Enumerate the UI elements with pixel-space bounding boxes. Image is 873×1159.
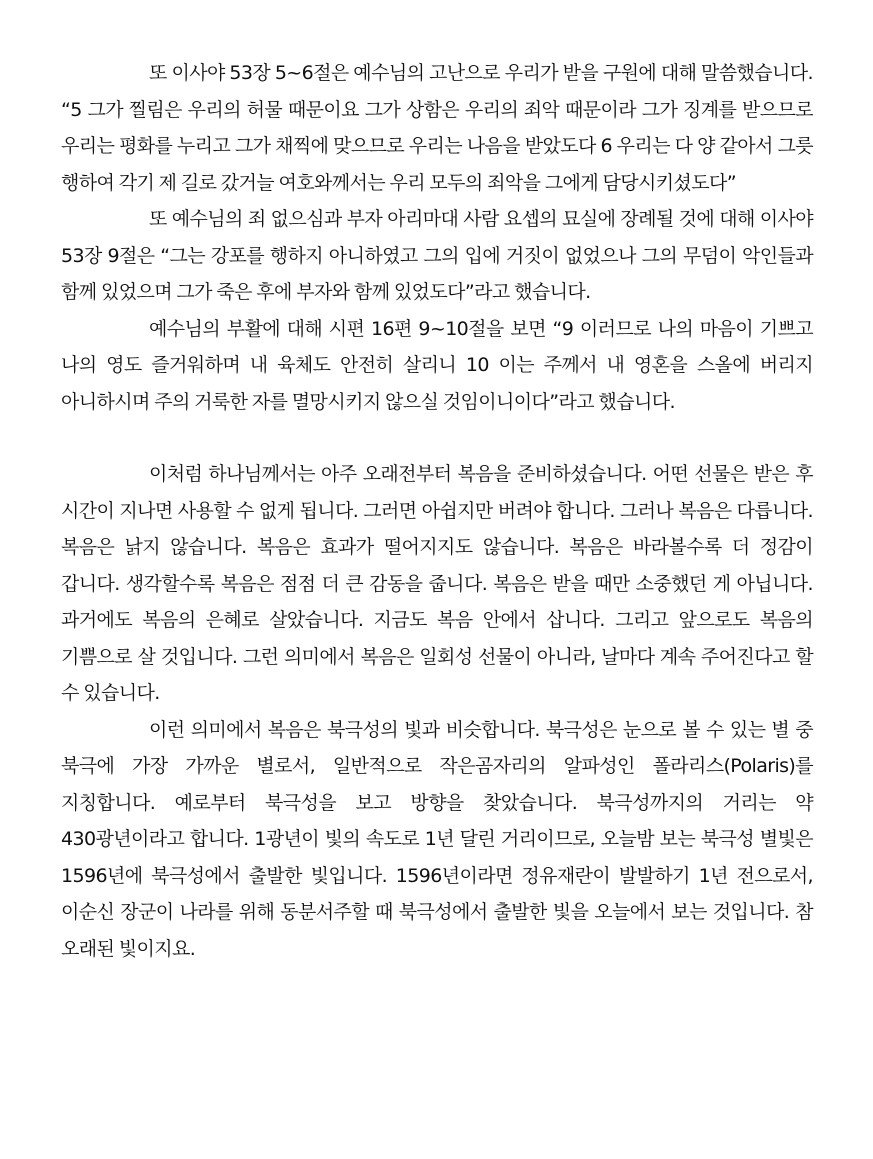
document-body: [61, 55, 813, 967]
paragraph-psalm-16: 예수님의 부활에 대해 시편 16편 9~10절을 보면 “9 이러므로 나의 마음이 기쁘고 나의 영도 즐거워하며 내 육체도 안전히 살리니 10 이는 주께서 내 영혼을 스올에 버리지 아니하시며 주의 거룩한 자를 멸망시키지 않으실 것임이니이다”라고 했습니다.: [61, 317, 813, 413]
paragraph-north-star: 이런 의미에서 복음은 북극성의 빛과 비슷합니다. 북극성은 눈으로 볼 수 있는 별 중 북극에 가장 가까운 별로서, 일반적으로 작은곰자리의 알파성인 폴라리스(Polaris)를 지칭합니다. 예로부터 북극성을 보고 방향을 찾았습니다. 북극성까지의 거리는 약 430광년이라고 합니다. 1광년이 빛의 속도로 1년 달린 거리이므로, 오늘밤 보는 북극성 별빛은 1596년에 북극성에서 출발한 빛입니다. 1596년이라면 정유재란이 발발하기 1년 전으로서, 이순신 장군이 나라를 위해 동분서주할 때 북극성에서 출발한 빛을 오늘에서 보는 것입니다. 참 오래된 빛이지요.: [61, 718, 813, 960]
paragraph-gospel-gift: 이처럼 하나님께서는 아주 오래전부터 복음을 준비하셨습니다. 어떤 선물은 받은 후 시간이 지나면 사용할 수 없게 됩니다. 그러면 아쉽지만 버려야 합니다. 그러나 복음은 다릅니다. 복음은 낡지 않습니다. 복음은 효과가 떨어지지도 않습니다. 복음은 바라볼수록 더 정감이 갑니다. 생각할수록 복음은 점점 더 큰 감동을 줍니다. 복음은 받을 때만 소중했던 게 아닙니다. 과거에도 복음의 은혜로 살았습니다. 지금도 복음 안에서 삽니다. 그리고 앞으로도 복음의 기쁨으로 살 것입니다. 그런 의미에서 복음은 일회성 선물이 아니라, 날마다 계속 주어진다고 할 수 있습니다.: [61, 463, 813, 704]
paragraph-isaiah-53-5-6: 또 이사야 53장 5~6절은 예수님의 고난으로 우리가 받을 구원에 대해 말씀했습니다. “5 그가 찔림은 우리의 허물 때문이요 그가 상함은 우리의 죄악 때문이라 그가 징계를 받으므로 우리는 평화를 누리고 그가 채찍에 맞으므로 우리는 나음을 받았도다 6 우리는 다 양 같아서 그릇 행하여 각기 제 길로 갔거늘 여호와께서는 우리 모두의 죄악을 그에게 담당시키셨도다”: [61, 62, 813, 194]
paragraph-gap: [61, 420, 813, 456]
paragraph-isaiah-53-9: 또 예수님의 죄 없으심과 부자 아리마대 사람 요셉의 묘실에 장례될 것에 대해 이사야 53장 9절은 “그는 강포를 행하지 아니하였고 그의 입에 거짓이 없었으나 그의 무덤이 악인들과 함께 있었으며 그가 죽은 후에 부자와 함께 있었도다”라고 했습니다.: [61, 208, 813, 303]
